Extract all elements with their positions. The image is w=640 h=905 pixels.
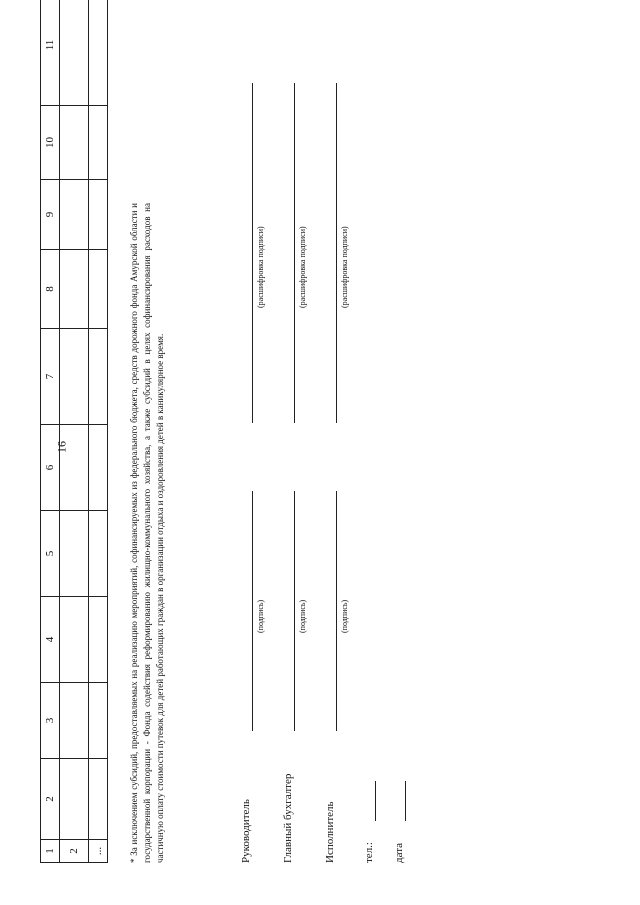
role-label: Главный бухгалтер [282,773,294,863]
phone-label: тел.: [363,841,375,863]
header-cell: 11 [41,0,60,105]
header-cell: 5 [41,510,60,596]
table-row [60,0,89,862]
table-cell: ... [89,839,108,862]
date-line [405,781,406,821]
table-cell [89,328,108,424]
signature-line [294,491,295,731]
footnote: * За исключением субсидий, предоставляемых на реализацию мероприятий, софинансируемых из федерального бюджета, средств дорожного фонда Амурской области и государственной корпорации - Фонда содействия реформированию жилищно-коммунального хозяйства, а также субсидий в целях софинансирования расходов на частичную оплату стоимости путевок для детей работающих граждан в организации отдыха и оздоровления детей в каникулярное время. [129,202,165,863]
table-cell [60,179,89,249]
table-cell [60,596,89,682]
signature-caption: (подпись) [340,599,349,633]
signature-decode-caption: (расшифровка подписи) [298,225,307,308]
header-cell: 6 [41,424,60,510]
rotated-page-content [40,39,600,863]
table-row [89,0,108,862]
phone-line [375,781,376,821]
signature-line [252,491,253,731]
table-cell [89,105,108,179]
table-cell: 2 [60,839,89,862]
header-cell: 1 [41,839,60,862]
signature-row-chief-accountant [282,83,307,863]
table-cell [89,758,108,839]
table-cell [89,596,108,682]
data-table [40,0,108,863]
page-number: 16 [54,441,69,453]
signature-decode-caption: (расшифровка подписи) [256,225,265,308]
date-field [393,663,405,863]
table-cell [60,105,89,179]
table-cell [89,424,108,510]
header-cell: 8 [41,249,60,328]
table-cell [89,179,108,249]
table-cell [89,249,108,328]
table-header-row [41,0,60,862]
table-cell [89,0,108,105]
table-cell [60,758,89,839]
table-cell [60,249,89,328]
header-cell: 2 [41,758,60,839]
table-cell [60,510,89,596]
table-cell [89,510,108,596]
signature-decode-line [336,83,337,423]
role-label: Исполнитель [324,800,336,863]
role-label: Руководитель [240,798,252,863]
table-cell [60,0,89,105]
header-cell: 10 [41,105,60,179]
header-cell: 9 [41,179,60,249]
header-cell: 4 [41,596,60,682]
signature-row-head [240,83,265,863]
table-cell [60,328,89,424]
signature-caption: (подпись) [256,599,265,633]
header-cell: 3 [41,682,60,758]
table-cell [60,424,89,510]
signature-decode-line [294,83,295,423]
signature-row-executor [324,83,349,863]
signature-decode-line [252,83,253,423]
table-cell [60,682,89,758]
date-label: дата [393,842,405,863]
phone-field [363,663,375,863]
signature-decode-caption: (расшифровка подписи) [340,225,349,308]
signature-caption: (подпись) [298,599,307,633]
table-cell [89,682,108,758]
signature-line [336,491,337,731]
header-cell: 7 [41,328,60,424]
